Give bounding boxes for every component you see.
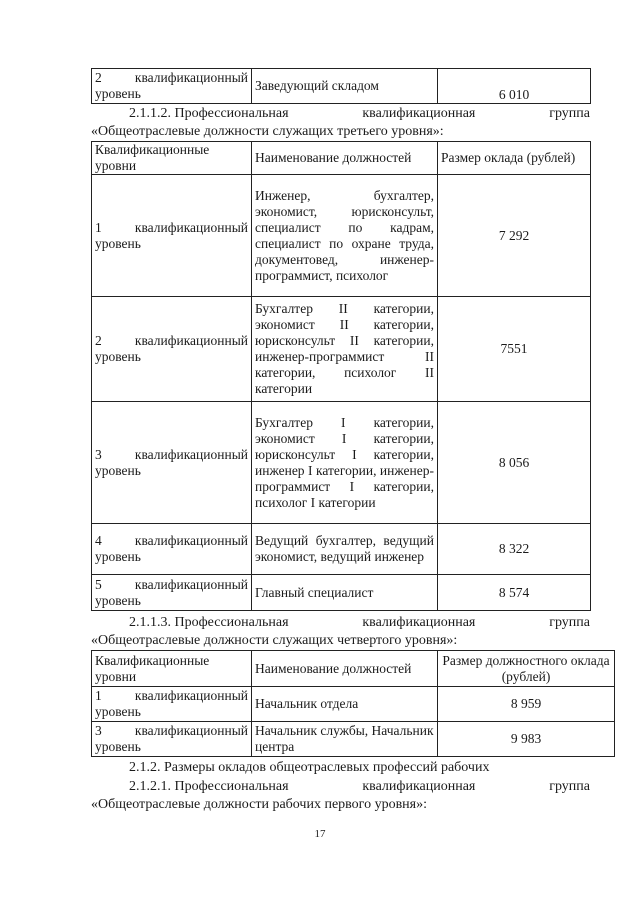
header-qualification-levels: Квалификационные уровни <box>92 651 252 687</box>
qualification-level-cell: 5 квалификационный уровень <box>92 575 252 611</box>
salary-cell: 8 056 <box>438 402 591 524</box>
table-row <box>92 722 615 757</box>
table-fourth-level <box>91 650 615 757</box>
top-table <box>91 68 591 104</box>
salary-cell: 6 010 <box>438 69 591 104</box>
position-cell: Начальник отдела <box>252 687 438 722</box>
table-row <box>92 69 591 104</box>
position-cell: Бухгалтер I категории, экономист I категории, юрисконсульт I категории, инженер I категории, инженер-программист I категории, психолог I категории <box>252 402 438 524</box>
header-qualification-levels: Квалификационные уровни <box>92 142 252 175</box>
table-row <box>92 402 591 524</box>
table-row <box>92 575 591 611</box>
qualification-level-cell: 2 квалификационный уровень <box>92 69 252 104</box>
section-heading-2112: 2.1.1.2. Профессиональная квалификационная группа <box>129 106 590 121</box>
section-heading-212: 2.1.2. Размеры окладов общеотраслевых профессий рабочих <box>129 760 490 775</box>
qualification-level-cell: 1 квалификационный уровень <box>92 175 252 297</box>
section-heading-2113: 2.1.1.3. Профессиональная квалификационная группа <box>129 615 590 630</box>
table-row <box>92 524 591 575</box>
header-position-names: Наименование должностей <box>252 651 438 687</box>
qualification-level-cell: 4 квалификационный уровень <box>92 524 252 575</box>
position-cell: Начальник службы, Начальник центра <box>252 722 438 757</box>
qualification-level-cell: 1 квалификационный уровень <box>92 687 252 722</box>
salary-cell: 9 983 <box>438 722 615 757</box>
header-salary: Размер оклада (рублей) <box>438 142 591 175</box>
position-cell: Главный специалист <box>252 575 438 611</box>
table-header-row <box>92 651 615 687</box>
position-cell: Ведущий бухгалтер, ведущий экономист, ведущий инженер <box>252 524 438 575</box>
qualification-level-cell: 3 квалификационный уровень <box>92 722 252 757</box>
position-cell: Заведующий складом <box>252 69 438 104</box>
section-heading-2113-line2: «Общеотраслевые должности служащих четвертого уровня»: <box>91 633 458 648</box>
header-salary: Размер должностного оклада (рублей) <box>438 651 615 687</box>
qualification-level-cell: 2 квалификационный уровень <box>92 297 252 402</box>
page-number: 17 <box>314 828 326 840</box>
salary-cell: 7 292 <box>438 175 591 297</box>
table-row <box>92 297 591 402</box>
table-header-row <box>92 142 591 175</box>
table-row <box>92 175 591 297</box>
salary-cell: 8 322 <box>438 524 591 575</box>
section-heading-2112-line2: «Общеотраслевые должности служащих третьего уровня»: <box>91 124 444 139</box>
salary-cell: 8 959 <box>438 687 615 722</box>
position-cell: Инженер, бухгалтер, экономист, юрисконсульт, специалист по кадрам, специалист по охране труда, документовед, инженер-программист, психолог <box>252 175 438 297</box>
section-heading-2121: 2.1.2.1. Профессиональная квалификационная группа <box>129 779 590 794</box>
table-third-level <box>91 141 591 611</box>
position-cell: Бухгалтер II категории, экономист II категории, юрисконсульт II категории, инженер-программист II категории, психолог II категории <box>252 297 438 402</box>
salary-cell: 8 574 <box>438 575 591 611</box>
section-heading-2121-line2: «Общеотраслевые должности рабочих первого уровня»: <box>91 797 428 812</box>
salary-cell: 7551 <box>438 297 591 402</box>
qualification-level-cell: 3 квалификационный уровень <box>92 402 252 524</box>
header-position-names: Наименование должностей <box>252 142 438 175</box>
table-row <box>92 687 615 722</box>
